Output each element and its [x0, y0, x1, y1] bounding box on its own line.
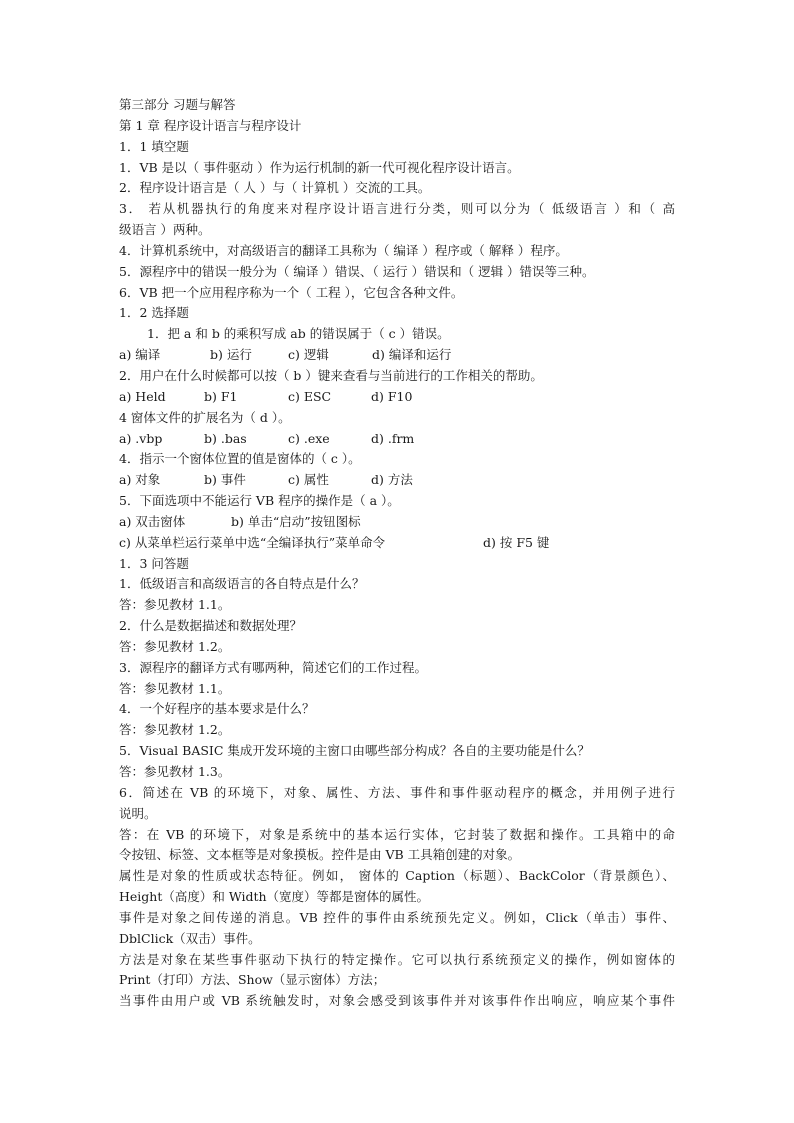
fill-question-3-line2: 级语言 ）两种。 [119, 222, 211, 238]
choice-5-options-row2 [119, 533, 675, 554]
section-fill-title: 1．1 填空题 [119, 138, 189, 154]
qa-question-4: 4．一个好程序的基本要求是什么？ [119, 701, 315, 717]
fill-question-1: 1．VB 是以（ 事件驱动 ）作为运行机制的新一代可视化程序设计语言。 [119, 159, 520, 175]
qa-answer-6-p4-line1: 方法是对象在某些事件驱动下执行的特定操作。它可以执行系统预定义的操作，例如窗体的 [119, 951, 675, 967]
qa-answer-6-p1-line2: 令按钮、标签、文本框等是对象摸板。控件是由 VB 工具箱创建的对象。 [119, 847, 521, 863]
choice-4-options [119, 470, 675, 491]
option: a) 编译 [119, 347, 161, 363]
option: a) Held [119, 388, 166, 404]
document-body [119, 95, 675, 1012]
choice-question-2: 2．用户在什么时候都可以按（ b ）键来查看与当前进行的工作相关的帮助。 [119, 367, 543, 383]
choice-2-options [119, 387, 675, 408]
choice-question-3: 4 窗体文件的扩展名为（ d ）。 [119, 409, 291, 425]
option: c) .exe [288, 430, 330, 446]
qa-answer-2: 答：参见教材 1.2。 [119, 638, 231, 654]
qa-answer-5: 答：参见教材 1.3。 [119, 764, 231, 779]
qa-answer-6-p3-line1: 事件是对象之间传递的消息。VB 控件的事件由系统预先定义。例如，Click（单击）事件、 [119, 909, 675, 925]
qa-question-1: 1．低级语言和高级语言的各自特点是什么？ [119, 576, 365, 592]
fill-question-5: 5．源程序中的错误一般分为（ 编译 ）错误、（ 运行 ）错误和（ 逻辑 ）错误等三种。 [119, 263, 595, 279]
option: b) 事件 [204, 472, 246, 488]
option: d) 方法 [371, 472, 413, 488]
option: d) 按 F5 键 [483, 534, 550, 550]
qa-question-6-line2: 说明。 [119, 805, 157, 821]
option: b) 单击“启动”按钮图标 [231, 513, 361, 529]
part-title: 第三部分 习题与解答 [119, 97, 236, 112]
qa-question-2: 2．什么是数据描述和数据处理？ [119, 618, 302, 634]
option: c) ESC [288, 388, 332, 404]
option: c) 属性 [288, 472, 329, 488]
qa-answer-6-p2-line2: Height（高度）和 Width（宽度）等都是窗体的属性。 [119, 889, 430, 905]
qa-answer-6-p3-line2: DblClick（双击）事件。 [119, 930, 261, 946]
option: d) 编译和运行 [372, 347, 452, 363]
choice-3-options [119, 429, 675, 450]
option: a) .vbp [119, 430, 163, 446]
option: d) .frm [371, 430, 415, 446]
fill-question-6: 6．VB 把一个应用程序称为一个（ 工程 ），它包含各种文件。 [119, 284, 464, 300]
qa-answer-4: 答：参见教材 1.2。 [119, 722, 231, 738]
option: a) 对象 [119, 472, 161, 488]
choice-question-5: 5．下面选项中不能运行 VB 程序的操作是（ a ）。 [119, 493, 400, 509]
choice-1-options [119, 345, 675, 366]
fill-question-3-line1: 3． 若从机器执行的角度来对程序设计语言进行分类，则可以分为（ 低级语言 ）和（ 高 [119, 201, 675, 217]
qa-answer-6-p5-line1: 当事件由用户或 VB 系统触发时，对象会感受到该事件并对该事件作出响应，响应某个事件 [119, 993, 675, 1009]
qa-answer-3: 答：参见教材 1.1。 [119, 680, 231, 696]
choice-5-options-row1 [119, 512, 675, 533]
option: c) 逻辑 [288, 347, 329, 363]
qa-answer-6-p2-line1: 属性是对象的性质或状态特征。例如， 窗体的 Caption（标题）、BackColor（背景颜色）、 [119, 868, 675, 884]
qa-question-6-line1: 6．简述在 VB 的环境下，对象、属性、方法、事件和事件驱动程序的概念，并用例子进行 [119, 784, 675, 800]
option: b) F1 [204, 388, 238, 404]
choice-question-4: 4．指示一个窗体位置的值是窗体的（ c ）。 [119, 451, 361, 467]
qa-answer-6-p4-line2: Print（打印）方法、Show（显示窗体）方法； [119, 972, 386, 988]
option: b) 运行 [210, 347, 252, 363]
choice-question-1: 1．把 a 和 b 的乘积写成 ab 的错误属于（ c ）错误。 [147, 326, 450, 342]
qa-answer-6-p1-line1: 答：在 VB 的环境下，对象是系统中的基本运行实体，它封装了数据和操作。工具箱中的命 [119, 826, 675, 842]
option: a) 双击窗体 [119, 513, 186, 529]
option: c) 从菜单栏运行菜单中选“全编译执行”菜单命令 [119, 534, 386, 550]
qa-question-3: 3．源程序的翻译方式有哪两种，简述它们的工作过程。 [119, 659, 427, 675]
qa-answer-1: 答：参见教材 1.1。 [119, 597, 231, 613]
option: b) .bas [204, 430, 247, 446]
fill-question-2: 2．程序设计语言是（ 人 ）与（ 计算机 ）交流的工具。 [119, 180, 431, 196]
section-qa-title: 1．3 问答题 [119, 555, 189, 571]
fill-question-4: 4．计算机系统中，对高级语言的翻译工具称为（ 编译 ）程序或（ 解释 ）程序。 [119, 242, 568, 258]
section-choice-title: 1．2 选择题 [119, 305, 189, 321]
chapter-title: 第 1 章 程序设计语言与程序设计 [119, 117, 302, 133]
option: d) F10 [371, 388, 413, 404]
qa-question-5: 5．Visual BASIC 集成开发环境的主窗口由哪些部分构成？各自的主要功能是什么？ [119, 743, 590, 759]
